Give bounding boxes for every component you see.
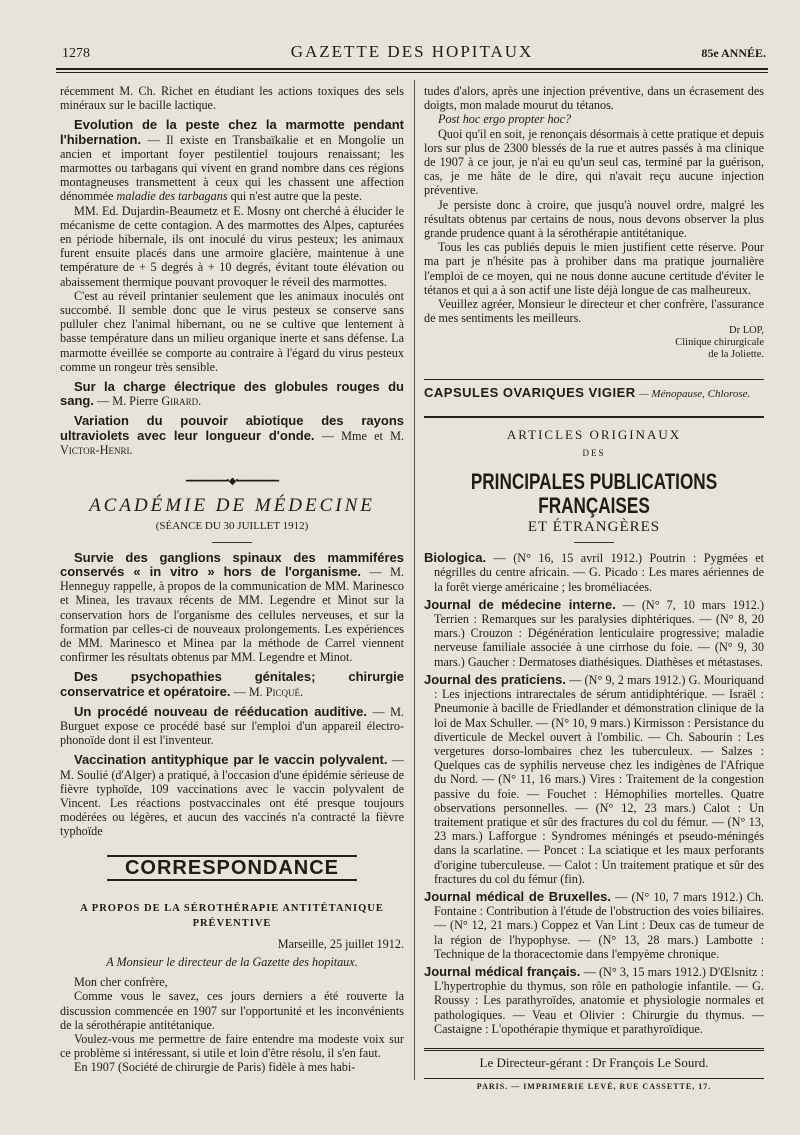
paragraph: Tous les cas publiés depuis le mien justifient cette réserve. Pour ma part je n'hésite pas à prohiber dans ma pratique journalière l'emploi de ce moyen, qui ne nous donne aucune certitude d'éviter le tétanos et qui a à son actif une liste déjà longue de cas malheureux. xyxy=(424,240,764,297)
section-text: — M. Burguet expose ce procédé basé sur l'emploi d'un appareil électro-phonoïde dont il est l'inventeur. xyxy=(60,704,404,748)
section-title: Vaccination antityphique par le vaccin polyvalent. xyxy=(74,752,388,768)
signature-line: de la Joliette. xyxy=(708,349,764,361)
academie-heading: ACADÉMIE DE MÉDECINE xyxy=(89,495,375,517)
section-text: — M. Henneguy rappelle, à propos de la communication de MM. Marinesco et Minea, les travaux récents de MM. Legendre et Minot sur la conservation hors de l'organisme des cellules nerveuses, et sur la formation par celles-ci de nouveaux prolongements. Les expériences de MM. Marinesco et Minea par la méthode de Carrel viennent confirmer les résultats obtenus par MM. Legendre et Minot. xyxy=(60,564,405,665)
section-vaccination xyxy=(60,753,404,838)
paragraph: Comme vous le savez, ces jours derniers a été rouverte la discussion commencée en 1907 sur l'opportunité et les inconvénients de la sérothérapie antitétanique. xyxy=(60,989,404,1032)
section-title: Un procédé nouveau de rééducation auditive. xyxy=(74,703,368,719)
section-ganglions xyxy=(60,551,404,665)
printer-line: PARIS. — IMPRIMERIE LEVÉ, RUE CASSETTE, 17. xyxy=(424,1078,764,1091)
italic-term: maladie des tarbagans xyxy=(116,189,228,204)
signature-name: Dr LOP, xyxy=(728,325,764,337)
signature-block xyxy=(424,325,764,361)
section-psychopathies xyxy=(60,670,404,698)
ornament-divider: ━━━━━━━━•◆•━━━━━━━━ xyxy=(185,476,279,488)
articles-box xyxy=(424,416,764,1036)
right-column xyxy=(424,84,764,1036)
journal-text: — (N° 9, 2 mars 1912.) G. Mouriquand : Les injections intrarectales de sérum antidiphtérique. — Israël : Pneumonie à bacille de Friedlander et démonstration clinique de la loi de Max Schuller. — (N° 10, 9 mars.) Kirmisson : Persistance du diverticule de Meckel ouvert à l'ombilic. — Ch. Sabourin : Les vergetures dorso-lombaires chez les tuberculeux. — Salzes : Quelques cas de syphilis nerveuse chez les indigènes de l'Afrique du Nord. — (N° 11, 16 mars.) Vires : Traitement de la congestion passive du foie. — Fouchet : Hémophilies mortelles. Quatre observations personnelles. — (N° 12, 23 mars.) Calot : Un traitement pratique et sûr des fractures du col du fémur. — (N° 13, 23 mars.) Lafforgue : Syndromes méningés et pseudo-méningés dans la scarlatine. — Poncet : La sciatique et les maux perforants d'origine tuberculeuse. — Calot : Un traitement pratique et sûr des fractures du col du fémur (fin). xyxy=(434,672,764,886)
section-text: — M. xyxy=(230,684,266,699)
journal-entry xyxy=(424,598,764,669)
journal-title: Journal médical de Bruxelles. xyxy=(424,888,611,904)
journal-title: Journal de médecine interne. xyxy=(424,596,616,612)
letter-subject: A PROPOS DE LA SÉROTHÉRAPIE ANTITÉTANIQUE PRÉVENTIVE xyxy=(80,902,384,929)
ad-tagline: — Ménopause, Chlorose. xyxy=(638,388,751,401)
section-title: Sur la charge électrique des globules rouges du sang. xyxy=(60,379,404,409)
section-title: Des psychopathies génitales; chirurgie conservatrice et opératoire. xyxy=(60,669,404,699)
journal-text: — (N° 10, 7 mars 1912.) Ch. Fontaine : Contribution à l'étude de l'obstruction des voies biliaires. — (N° 12, 21 mars.) Coppez et Van Lint : Deux cas de tumeur de la région de l'hypophyse. — (N° 13, 28 mars.) Lambotte : Technique de la thoracectomie dans l'empyème chronique. xyxy=(434,889,764,961)
signature-line: Clinique chirurgicale xyxy=(675,337,764,349)
journal-title: Biologica. xyxy=(424,550,487,566)
author-name: Girard. xyxy=(161,394,202,409)
section-text: — Mme et M. xyxy=(314,428,404,443)
section-charge-electrique xyxy=(60,380,404,408)
journal-entry xyxy=(424,890,764,961)
etrangeres-heading: ET ÉTRANGÈRES xyxy=(527,519,661,536)
journal-entry xyxy=(424,551,764,594)
paragraph: C'est au réveil printanier seulement que les animaux inoculés ont succombé. Il semble donc que le virus pesteux se conserve sans pulluler chez l'animal hibernant, ou ne se cultive que lentement à basse température dans un milieu organique inerte et sans défense. La marmotte éveillée se comporte au contraire à l'égard du virus pesteux comme un rongeur très sensible. xyxy=(60,288,404,374)
author-name: Victor-Henri. xyxy=(60,442,133,457)
column-divider xyxy=(414,80,415,1080)
short-rule xyxy=(212,542,252,543)
journal-title: Journal médical français. xyxy=(424,963,581,979)
paragraph: Voulez-vous me permettre de faire entendre ma modeste voix sur ce problème si intéressant, si utile et loin d'être résolu, il s'en faut. xyxy=(60,1031,404,1061)
section-reeducation xyxy=(60,705,404,748)
section-title: Evolution de la peste chez la marmotte pendant l'hibernation. xyxy=(60,117,404,147)
correspondance-banner xyxy=(60,855,404,881)
journal-title: Journal des praticiens. xyxy=(424,671,566,687)
section-text-tail: qui n'est autre que la peste. xyxy=(227,189,363,204)
journal-text: — (N° 7, 10 mars 1912.) Terrien : Remarques sur les paralysies diphtériques. — (N° 8, 20 mars.) Crouzon : Dégénération lenticulaire progressive; maladie nerveuse familiale associée à une cirrhose du foie. — (N° 9, 30 mars.) Gaucher : Dermatoses diathésiques. Diathèses et métastases. xyxy=(434,597,765,669)
paragraph: récemment M. Ch. Richet en étudiant les actions toxiques des sels minéraux sur le bacille lactique. xyxy=(60,84,404,113)
advertisement xyxy=(424,379,764,401)
header-rule xyxy=(56,68,768,73)
director-line: Le Directeur-gérant : Dr François Le Sourd. xyxy=(424,1048,764,1071)
des-label: DES xyxy=(582,447,606,458)
section-ultraviolets xyxy=(60,414,404,457)
journal-entry xyxy=(424,965,764,1036)
journal-text: — (N° 16, 15 avril 1912.) Poutrin : Pygmées et négrilles du centre africain. — G. Picado : Les mares aériennes de la forêt vierge américaine ; les broméliacées. xyxy=(434,551,764,594)
section-peste xyxy=(60,118,404,203)
journal-entry xyxy=(424,673,764,886)
paragraph: Quoi qu'il en soit, je renonçais désormais à cette pratique et depuis lors sur plus de 2300 blessés de la rue et autres passés à ma clinique de 1907 à ce jour, je n'ai eu qu'un seul cas, terminé par la guérison, cas, je me hâte de le dire, qui n'avait reçu aucune injection préventive. xyxy=(424,126,764,198)
journal-title: GAZETTE DES HOPITAUX xyxy=(290,42,534,61)
section-text: — M. Soulié (d'Alger) a pratiqué, à l'occasion d'une épidémie sérieuse de fièvre typhoïde, 109 vaccinations avec le vaccin polyvalent de Vincent. Les réactions postvaccinales ont été presque toujours modérées ou légères, et aucun des vaccinés n'a contracté la fièvre typhoïde xyxy=(60,753,404,839)
publications-heading: PRINCIPALES PUBLICATIONS FRANÇAISES xyxy=(470,469,718,519)
left-column xyxy=(60,84,404,1075)
paragraph: MM. Ed. Dujardin-Beaumetz et E. Mosny ont cherché à élucider le mécanisme de cette contagion. A des marmottes des Alpes, capturées en période hibernale, ils ont inoculé du virus pesteux; les animaux furent ensuite placés dans une armoire glacière, maintenue à une température de + 5 degrés à + 10 degrés, évitant toute élévation ou abaissement thermique pouvant provoquer le réveil des marmottes. xyxy=(60,203,404,289)
paragraph: Veuillez agréer, Monsieur le directeur et cher confrère, l'assurance de mes sentiments les meilleurs. xyxy=(424,297,764,326)
year-label: 85e ANNÉE. xyxy=(701,46,766,60)
letter-place-date: Marseille, 25 juillet 1912. xyxy=(277,936,404,951)
letter-addressee: A Monsieur le directeur de la Gazette des hopitaux. xyxy=(106,954,358,969)
ad-title: CAPSULES OVARIQUES VIGIER xyxy=(424,385,636,401)
latin-phrase: Post hoc ergo propter hoc? xyxy=(438,112,572,127)
author-name: Picqué. xyxy=(265,684,304,699)
page-number: 1278 xyxy=(62,46,90,61)
paragraph: En 1907 (Société de chirurgie de Paris) fidèle à mes habi- xyxy=(74,1060,356,1075)
seance-date: (SÉANCE DU 30 JUILLET 1912) xyxy=(155,520,309,533)
short-rule xyxy=(574,542,614,543)
section-title: Variation du pouvoir abiotique des rayons ultraviolets avec leur longueur d'onde. xyxy=(60,413,404,443)
correspondance-title: CORRESPONDANCE xyxy=(107,855,357,881)
section-title: Survie des ganglions spinaux des mammiféres conservés « in vitro » hors de l'organisme. xyxy=(60,549,404,579)
articles-heading: ARTICLES ORIGINAUX xyxy=(506,426,682,442)
page-header xyxy=(56,40,768,64)
paragraph: Je persiste donc à croire, que jusqu'à nouvel ordre, malgré les résultats obtenus par certains de nous, nous devons observer la plus grande prudence quant à la sérothérapie antitétanique. xyxy=(424,197,764,241)
letter-salutation: Mon cher confrère, xyxy=(74,975,168,990)
section-text: — M. Pierre xyxy=(93,394,162,409)
paragraph: tudes d'alors, après une injection préventive, dans un écrasement des doigts, mon malade mourut du tétanos. xyxy=(424,84,764,113)
journal-text: — (N° 3, 15 mars 1912.) D'Œlsnitz : L'hypertrophie du thymus, son rôle en pathologie infantile. — G. Roussy : Les parathyroïdes, anatomie et physiologie normales et pathologiques. — Veau et Olivier : Chirurgie du thymus. — Castaigne : L'opothérapie thymique et parathyroïdique. xyxy=(434,964,764,1036)
section-text: — Il existe en Transbaïkalie et en Mongolie un ancien et important foyer pestilentiel toujours renaissant; les marmottes ou tarbagans qui vivent en grand nombre dans ces régions montagneuses transmettent à ceux qui les chassent une affection dénommée xyxy=(60,132,404,204)
